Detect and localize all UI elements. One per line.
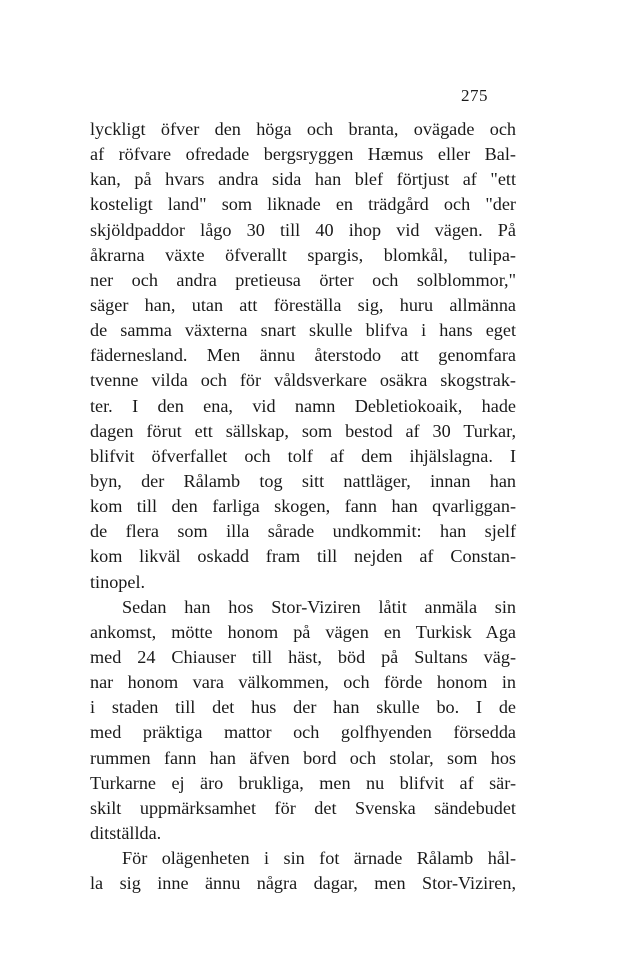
text-line: skilt uppmärksamhet för det Svenska sändebudet <box>90 797 516 818</box>
text-line: För olägenheten i sin fot ärnade Rålamb hål- <box>122 848 516 869</box>
text-line: skjöldpaddor lågo 30 till 40 ihop vid vägen. På <box>90 219 516 240</box>
text-line: i staden till det hus der han skulle bo. I de <box>90 697 516 718</box>
text-line: ankomst, mötte honom på vägen en Turkisk Aga <box>90 621 516 642</box>
text-line: åkrarna växte öfverallt spargis, blomkål, tulipa- <box>90 244 516 265</box>
text-line: dagen förut ett sällskap, som bestod af 30 Turkar, <box>90 420 516 441</box>
text-line: Sedan han hos Stor-Viziren låtit anmäla sin <box>122 596 516 617</box>
body-text <box>90 117 516 896</box>
text-line: med präktiga mattor och golfhyenden försedda <box>90 722 516 743</box>
page-number: 275 <box>461 86 488 105</box>
text-line: nar honom vara välkommen, och förde honom in <box>90 672 516 693</box>
text-line: kosteligt land" som liknade en trädgård och "der <box>90 194 516 215</box>
text-line: lyckligt öfver den höga och branta, ovägade och <box>90 119 516 139</box>
text-line: af röfvare ofredade bergsryggen Hæmus eller Bal- <box>90 144 516 165</box>
text-line: ditställda. <box>90 822 162 843</box>
text-line: ner och andra pretieusa örter och solblommor," <box>90 269 516 290</box>
text-line: kom likväl oskadd fram till nejden af Constan- <box>90 546 516 567</box>
text-line: kom till den farliga skogen, fann han qvarliggan- <box>90 496 516 517</box>
text-line: tinopel. <box>90 571 146 592</box>
text-line: fädernesland. Men ännu återstodo att genomfara <box>90 345 516 366</box>
text-line: byn, der Rålamb tog sitt nattläger, innan han <box>90 470 516 491</box>
text-line: de flera som illa sårade undkommit: han sjelf <box>90 521 516 542</box>
text-line: blifvit öfverfallet och tolf af dem ihjälslagna. I <box>90 445 516 466</box>
text-line: de samma växterna snart skulle blifva i hans eget <box>90 320 516 341</box>
text-line: Turkarne ej äro brukliga, men nu blifvit af sär- <box>90 772 516 793</box>
text-line: tvenne vilda och för våldsverkare osäkra skogstrak- <box>90 370 516 391</box>
text-line: kan, på hvars andra sida han blef förtjust af "ett <box>90 169 516 190</box>
text-line: ter. I den ena, vid namn Debletiokoaik, hade <box>90 395 516 416</box>
text-line: med 24 Chiauser till häst, böd på Sultans väg- <box>90 646 516 667</box>
text-line: rummen fann han äfven bord och stolar, som hos <box>90 747 516 768</box>
text-line: la sig inne ännu några dagar, men Stor-Viziren, <box>90 873 516 894</box>
text-line: säger han, utan att föreställa sig, huru allmänna <box>90 294 516 315</box>
